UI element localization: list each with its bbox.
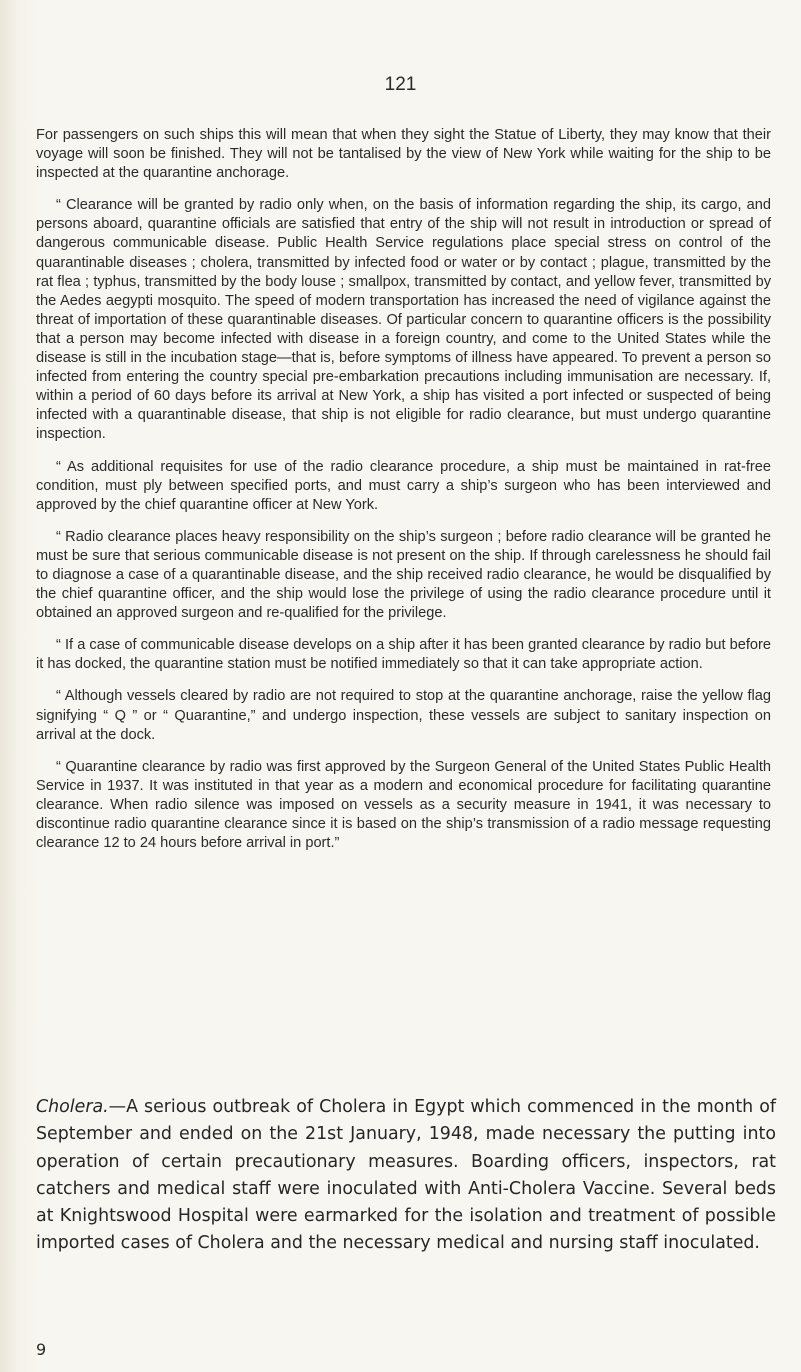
cholera-heading: Cholera. <box>36 1097 109 1117</box>
paragraph-history: “ Quarantine clearance by radio was first approved by the Surgeon General of the United States Public Health Service in 1937. It was instituted in that year as a modern and economical procedure for facilitating quarantine clearance. When radio silence was imposed on vessels as a security measure in 1941, it was necessary to discontinue radio quarantine clearance since it is based on the ship’s transmission of a radio message requesting clearance 12 to 24 hours before arrival in port.” <box>36 758 771 852</box>
cholera-paragraph <box>36 1094 776 1258</box>
page-number: 121 <box>384 74 417 95</box>
cholera-section <box>36 1094 776 1258</box>
cholera-text: —A serious outbreak of Cholera in Egypt which commenced in the month of September and ended on the 21st January, 1948, made necessary the putting into operation of certain precautionary measures. Boarding officers, inspectors, rat catchers and medical staff were inoculated with Anti-Cholera Vaccine. Several beds at Knightswood Hospital were earmarked for the isolation and treatment of possible imported cases of Cholera and the necessary medical and nursing staff inoculated. <box>36 1097 776 1254</box>
paragraph-yellow-flag: “ Although vessels cleared by radio are not required to stop at the quarantine anchorage, raise the yellow flag signifying “ Q ” or “ Quarantine,” and undergo inspection, these vessels are subject to sanitary inspection on arrival at the dock. <box>36 688 771 743</box>
paragraph-additional-requisites: “ As additional requisites for use of the radio clearance procedure, a ship must be maintained in rat-free condition, must ply between specified ports, and must carry a ship’s surgeon who has been interviewed and approved by the chief quarantine officer at New York. <box>36 458 771 513</box>
paragraph-disease-after-clearance: “ If a case of communicable disease develops on a ship after it has been granted clearance by radio but before it has docked, the quarantine station must be notified immediately so that it can take appropriate action. <box>36 637 771 673</box>
paragraph-surgeon-responsibility: “ Radio clearance places heavy responsibility on the ship’s surgeon ; before radio clearance will be granted he must be sure that serious communicable disease is not present on the ship. If through carelessness he should fail to diagnose a case of a quarantinable disease, and the ship received radio clearance, he would be disqualified by the chief quarantine officer, and the ship would lose the privilege of using the radio clearance procedure until it obtained an approved surgeon and re-qualified for the privilege. <box>36 528 771 622</box>
paragraph-passengers: For passengers on such ships this will mean that when they sight the Statue of Liberty, they may know that their voyage will soon be finished. They will not be tantalised by the view of New York while waiting for the ship to be inspected at the quarantine anchorage. <box>36 127 771 182</box>
paragraph-clearance-conditions: “ Clearance will be granted by radio only when, on the basis of information regarding the ship, its cargo, and persons aboard, quarantine officials are satisfied that entry of the ship will not result in introduction or spread of dangerous communicable disease. Public Health Service regulations place special stress on control of the quarantinable diseases ; cholera, transmitted by infected food or water or by contact ; plague, transmitted by the rat flea ; typhus, transmitted by the body louse ; smallpox, transmitted by contact, and yellow fever, transmitted by the Aedes aegypti mosquito. The speed of modern transportation has increased the need of vigilance against the threat of importation of these quarantinable diseases. Of particular concern to quarantine officers is the possibility that a person may become infected with disease in a foreign country, and come to the United States while the disease is still in the incubation stage—that is, before symptoms of illness have appeared. To prevent a person so infected from entering the country special pre-embarkation precautions including immunisation are necessary. If, within a period of 60 days before its arrival at New York, a ship has visited a port infected or suspected of being infected with a quarantinable disease, that ship is not eligible for radio clearance, but must undergo quarantine inspection. <box>36 197 771 443</box>
footer-signature-mark: 9 <box>36 1340 47 1359</box>
report-body <box>36 126 771 866</box>
